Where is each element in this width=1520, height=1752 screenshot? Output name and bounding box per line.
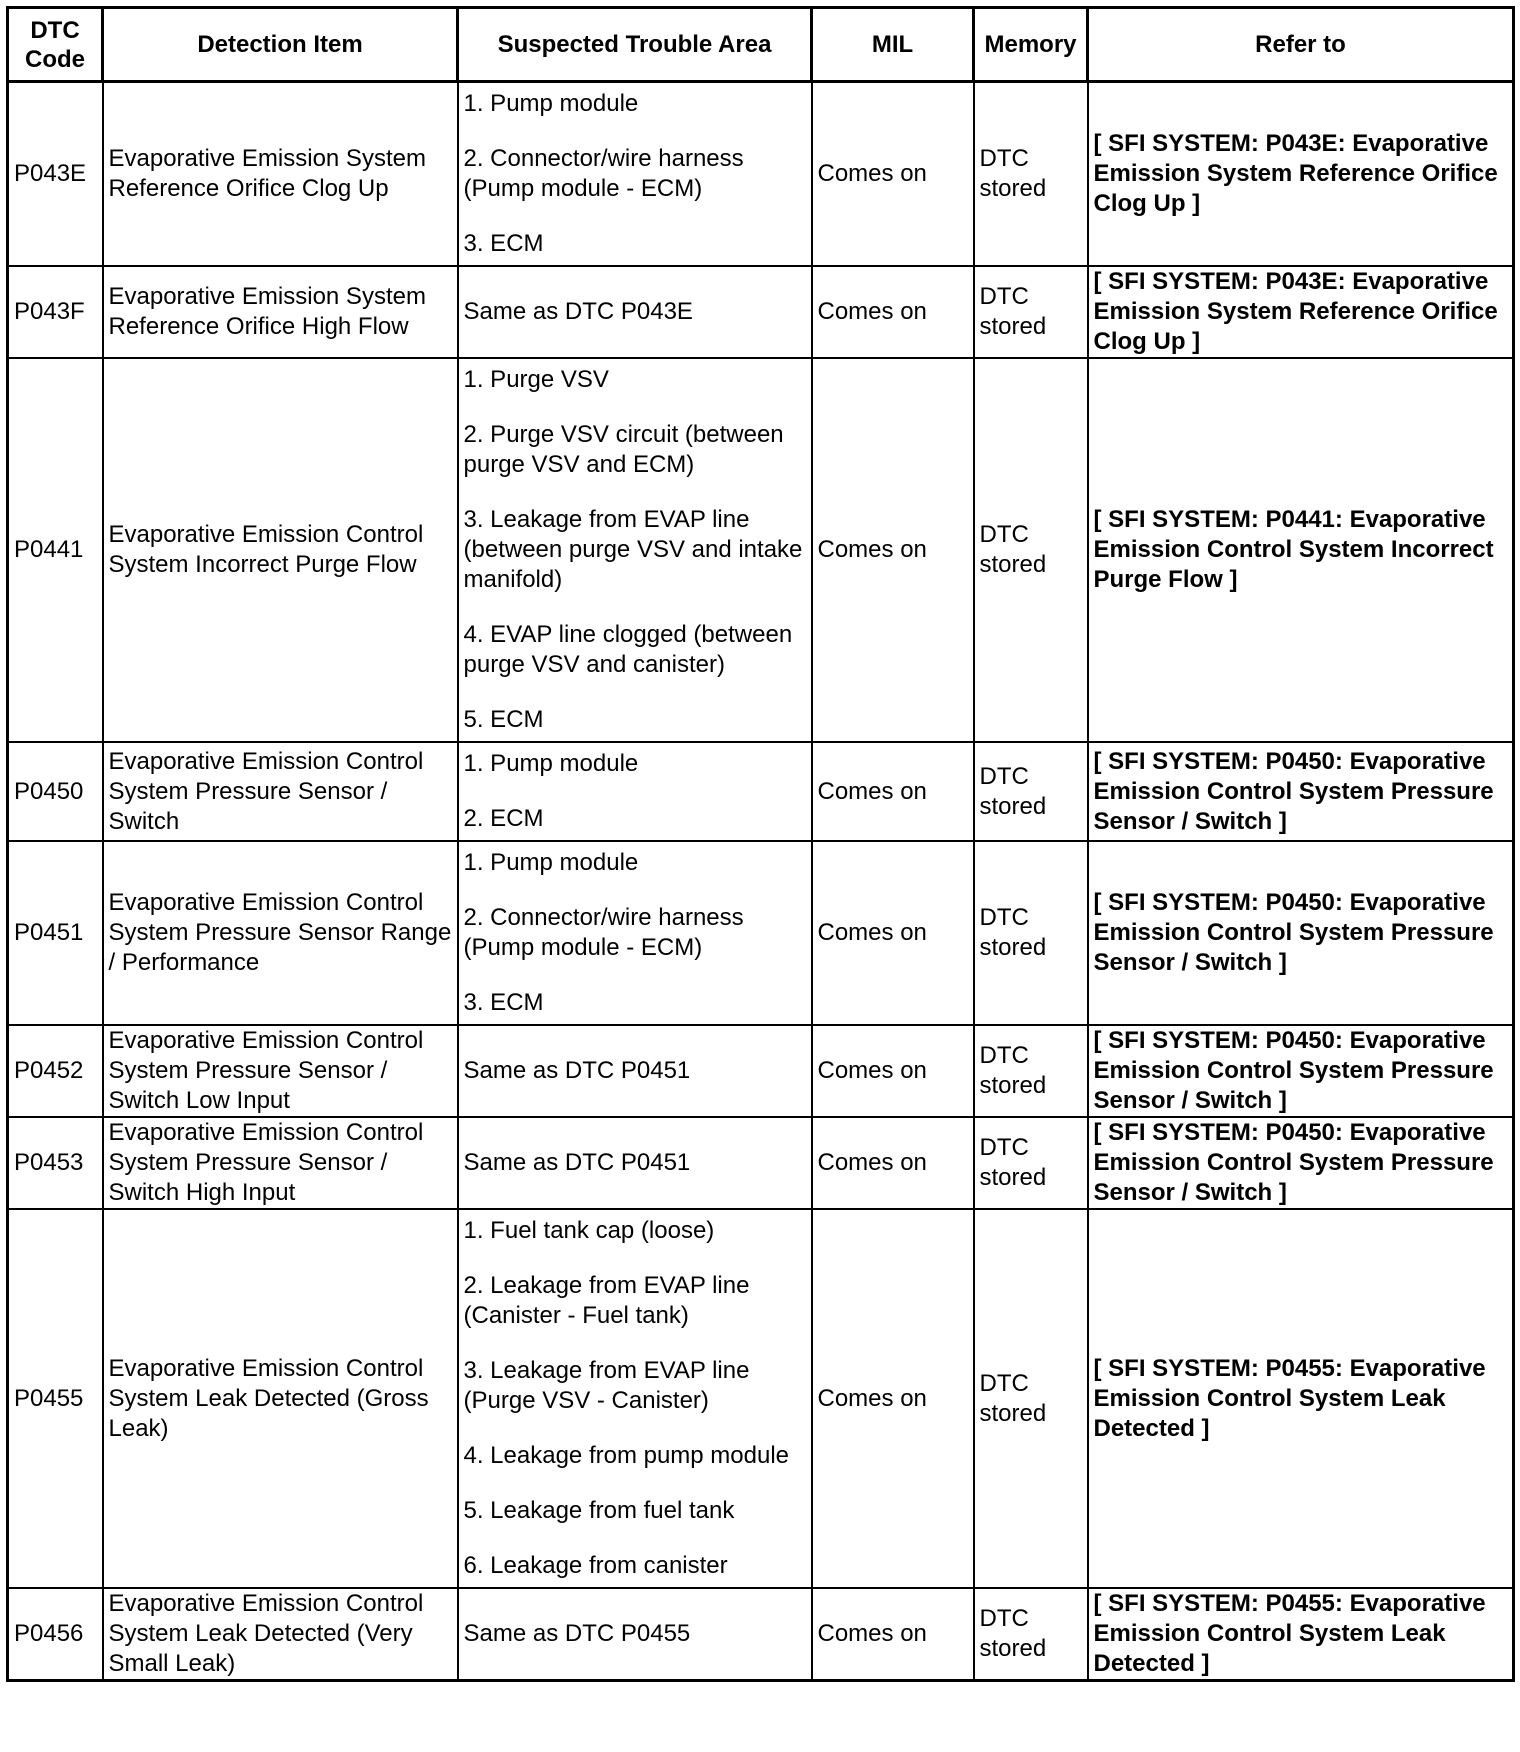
refer-to-cell: [ SFI SYSTEM: P0450: Evaporative Emission Control System Pressure Sensor / Switch ] [1088, 1025, 1514, 1117]
header-dtc-code: DTC Code [8, 8, 103, 82]
mil-cell: Comes on [812, 82, 974, 267]
trouble-area-list [464, 743, 806, 840]
trouble-area-item: Same as DTC P0451 [463, 1057, 691, 1084]
header-memory: Memory [974, 8, 1088, 82]
trouble-area-cell [458, 266, 812, 358]
table-row [8, 841, 1514, 1025]
trouble-area-cell [458, 1025, 812, 1117]
detection-item-cell: Evaporative Emission Control System Pressure Sensor / Switch High Input [103, 1117, 458, 1209]
table-body [8, 82, 1514, 1681]
refer-to-cell: [ SFI SYSTEM: P0441: Evaporative Emission Control System Incorrect Purge Flow ] [1088, 358, 1514, 742]
trouble-area-cell [458, 82, 812, 267]
dtc-code-cell: P043F [8, 266, 103, 358]
trouble-area-item: 5. ECM [463, 706, 544, 733]
memory-cell: DTC stored [974, 1117, 1088, 1209]
refer-to-cell: [ SFI SYSTEM: P0455: Evaporative Emission Control System Leak Detected ] [1088, 1209, 1514, 1588]
trouble-area-item: 2. Connector/wire harness (Pump module - ECM) [463, 145, 744, 202]
table-row [8, 1209, 1514, 1588]
trouble-area-list [464, 1142, 806, 1184]
trouble-area-item: Same as DTC P0455 [463, 1620, 691, 1647]
header-detection-item: Detection Item [103, 8, 458, 82]
header-row [8, 8, 1514, 82]
mil-cell: Comes on [812, 358, 974, 742]
trouble-area-item: 2. Purge VSV circuit (between purge VSV and ECM) [463, 421, 784, 478]
table-row [8, 82, 1514, 267]
detection-item-cell: Evaporative Emission Control System Pressure Sensor Range / Performance [103, 841, 458, 1025]
detection-item-cell: Evaporative Emission System Reference Orifice High Flow [103, 266, 458, 358]
trouble-area-item: 1. Purge VSV [463, 366, 609, 393]
trouble-area-item: 1. Pump module [463, 90, 639, 117]
dtc-code-cell: P0455 [8, 1209, 103, 1588]
table-row [8, 266, 1514, 358]
dtc-code-cell: P0453 [8, 1117, 103, 1209]
refer-to-cell: [ SFI SYSTEM: P043E: Evaporative Emission System Reference Orifice Clog Up ] [1088, 82, 1514, 267]
trouble-area-list [464, 1613, 806, 1655]
detection-item-cell: Evaporative Emission Control System Incorrect Purge Flow [103, 358, 458, 742]
refer-to-cell: [ SFI SYSTEM: P043E: Evaporative Emission System Reference Orifice Clog Up ] [1088, 266, 1514, 358]
detection-item-cell: Evaporative Emission Control System Leak Detected (Very Small Leak) [103, 1588, 458, 1681]
trouble-area-item: 4. EVAP line clogged (between purge VSV and canister) [463, 621, 793, 678]
detection-item-cell: Evaporative Emission Control System Leak Detected (Gross Leak) [103, 1209, 458, 1588]
trouble-area-item: 3. ECM [463, 989, 544, 1016]
refer-to-cell: [ SFI SYSTEM: P0455: Evaporative Emission Control System Leak Detected ] [1088, 1588, 1514, 1681]
dtc-table [6, 6, 1515, 1682]
table-row [8, 1025, 1514, 1117]
table-row [8, 742, 1514, 841]
mil-cell: Comes on [812, 1209, 974, 1588]
trouble-area-item: 1. Pump module [463, 849, 639, 876]
header-suspected-trouble-area: Suspected Trouble Area [458, 8, 812, 82]
trouble-area-item: 4. Leakage from pump module [463, 1442, 790, 1469]
dtc-code-cell: P0452 [8, 1025, 103, 1117]
trouble-area-item: 3. Leakage from EVAP line (between purge VSV and intake manifold) [463, 506, 803, 593]
trouble-area-item: Same as DTC P0451 [463, 1149, 691, 1176]
detection-item-cell: Evaporative Emission System Reference Orifice Clog Up [103, 82, 458, 267]
memory-cell: DTC stored [974, 1209, 1088, 1588]
refer-to-cell: [ SFI SYSTEM: P0450: Evaporative Emission Control System Pressure Sensor / Switch ] [1088, 841, 1514, 1025]
trouble-area-cell [458, 1588, 812, 1681]
memory-cell: DTC stored [974, 742, 1088, 841]
refer-to-cell: [ SFI SYSTEM: P0450: Evaporative Emission Control System Pressure Sensor / Switch ] [1088, 742, 1514, 841]
trouble-area-item: 1. Fuel tank cap (loose) [463, 1217, 715, 1244]
dtc-code-cell: P043E [8, 82, 103, 267]
trouble-area-item: 3. ECM [463, 230, 544, 257]
trouble-area-list [464, 842, 806, 1024]
trouble-area-cell [458, 841, 812, 1025]
memory-cell: DTC stored [974, 1025, 1088, 1117]
trouble-area-list [464, 1210, 806, 1587]
dtc-code-cell: P0451 [8, 841, 103, 1025]
trouble-area-item: Same as DTC P043E [463, 298, 693, 325]
detection-item-cell: Evaporative Emission Control System Pressure Sensor / Switch [103, 742, 458, 841]
trouble-area-list [464, 83, 806, 265]
detection-item-cell: Evaporative Emission Control System Pressure Sensor / Switch Low Input [103, 1025, 458, 1117]
dtc-code-cell: P0450 [8, 742, 103, 841]
table-row [8, 1117, 1514, 1209]
trouble-area-item: 6. Leakage from canister [463, 1552, 728, 1579]
memory-cell: DTC stored [974, 82, 1088, 267]
refer-to-cell: [ SFI SYSTEM: P0450: Evaporative Emission Control System Pressure Sensor / Switch ] [1088, 1117, 1514, 1209]
trouble-area-item: 3. Leakage from EVAP line (Purge VSV - Canister) [463, 1357, 750, 1414]
trouble-area-item: 2. Leakage from EVAP line (Canister - Fuel tank) [463, 1272, 750, 1329]
memory-cell: DTC stored [974, 1588, 1088, 1681]
memory-cell: DTC stored [974, 266, 1088, 358]
header-mil: MIL [812, 8, 974, 82]
trouble-area-list [464, 291, 806, 333]
table-row [8, 1588, 1514, 1681]
dtc-code-cell: P0441 [8, 358, 103, 742]
trouble-area-cell [458, 1117, 812, 1209]
memory-cell: DTC stored [974, 841, 1088, 1025]
mil-cell: Comes on [812, 1025, 974, 1117]
mil-cell: Comes on [812, 841, 974, 1025]
trouble-area-cell [458, 742, 812, 841]
mil-cell: Comes on [812, 1117, 974, 1209]
table-header [8, 8, 1514, 82]
trouble-area-item: 2. ECM [463, 805, 544, 832]
trouble-area-item: 2. Connector/wire harness (Pump module - ECM) [463, 904, 744, 961]
mil-cell: Comes on [812, 1588, 974, 1681]
table-row [8, 358, 1514, 742]
mil-cell: Comes on [812, 742, 974, 841]
mil-cell: Comes on [812, 266, 974, 358]
trouble-area-list [464, 359, 806, 741]
trouble-area-list [464, 1050, 806, 1092]
memory-cell: DTC stored [974, 358, 1088, 742]
dtc-code-cell: P0456 [8, 1588, 103, 1681]
header-refer-to: Refer to [1088, 8, 1514, 82]
trouble-area-item: 1. Pump module [463, 750, 639, 777]
trouble-area-item: 5. Leakage from fuel tank [463, 1497, 735, 1524]
trouble-area-cell [458, 358, 812, 742]
trouble-area-cell [458, 1209, 812, 1588]
